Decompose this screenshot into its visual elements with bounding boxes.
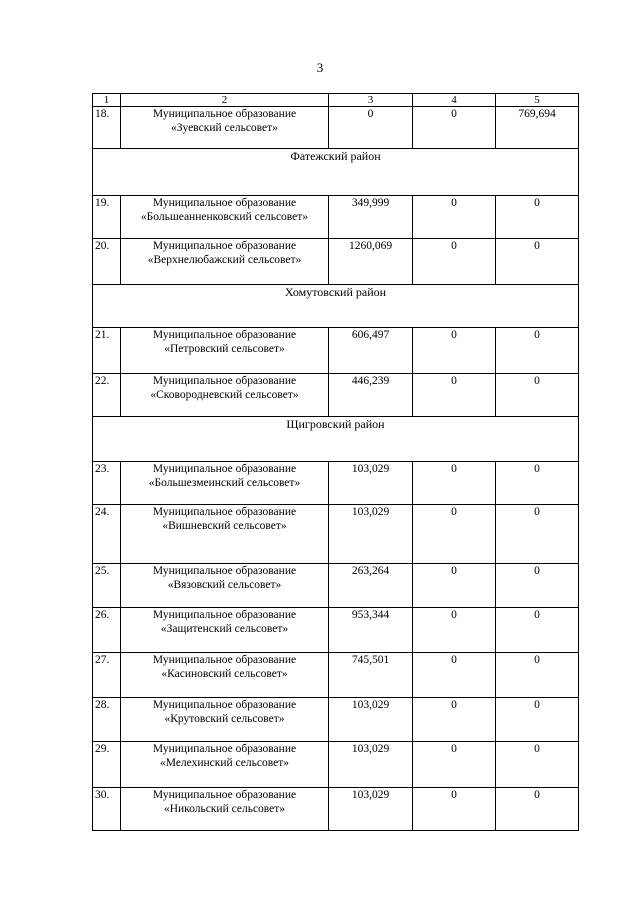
value-col-3: 103,029 — [329, 742, 413, 788]
table-row — [93, 608, 579, 653]
value-col-5: 0 — [496, 698, 579, 742]
municipality-type: Муниципальное образование — [152, 329, 297, 341]
value-col-5: 0 — [496, 374, 579, 417]
municipality-title: «Касиновский сельсовет» — [161, 668, 288, 680]
header-cell-3: 3 — [329, 94, 413, 107]
section-row — [93, 417, 579, 462]
page-number: 3 — [316, 60, 324, 75]
row-number: 25. — [93, 564, 121, 608]
value-col-5: 0 — [496, 196, 579, 239]
header-cell-1: 1 — [93, 94, 121, 107]
section-title: Щигровский район — [93, 417, 579, 462]
table-row — [93, 742, 579, 788]
municipality-name — [121, 505, 329, 564]
municipality-type: Муниципальное образование — [152, 108, 297, 120]
value-col-4: 0 — [413, 107, 496, 149]
header-cell-4: 4 — [413, 94, 496, 107]
value-col-3: 953,344 — [329, 608, 413, 653]
municipality-title: «Никольский сельсовет» — [163, 803, 286, 815]
municipality-name — [121, 698, 329, 742]
value-col-5: 0 — [496, 328, 579, 374]
section-row — [93, 285, 579, 328]
municipality-type: Муниципальное образование — [152, 609, 297, 621]
value-col-3: 103,029 — [329, 505, 413, 564]
value-col-4: 0 — [413, 698, 496, 742]
value-col-5: 0 — [496, 505, 579, 564]
table-header-row — [93, 94, 579, 107]
table-row — [93, 107, 579, 149]
value-col-3: 0 — [329, 107, 413, 149]
table-row — [93, 698, 579, 742]
municipality-title: «Верхнелюбажский сельсовет» — [147, 254, 302, 266]
value-col-4: 0 — [413, 196, 496, 239]
municipality-name — [121, 564, 329, 608]
row-number: 20. — [93, 239, 121, 285]
value-col-5: 0 — [496, 788, 579, 831]
section-row — [93, 149, 579, 196]
value-col-4: 0 — [413, 653, 496, 698]
row-number: 21. — [93, 328, 121, 374]
municipality-title: «Большезмеинский сельсовет» — [148, 477, 301, 489]
municipality-type: Муниципальное образование — [152, 375, 297, 387]
value-col-3: 103,029 — [329, 788, 413, 831]
municipality-title: «Вишневский сельсовет» — [162, 520, 287, 532]
table-row — [93, 653, 579, 698]
municipality-title: «Вязовский сельсовет» — [167, 579, 282, 591]
row-number: 22. — [93, 374, 121, 417]
municipality-type: Муниципальное образование — [152, 240, 297, 252]
table-row — [93, 505, 579, 564]
table-row — [93, 788, 579, 831]
row-number: 27. — [93, 653, 121, 698]
value-col-3: 103,029 — [329, 462, 413, 505]
value-col-5: 0 — [496, 239, 579, 285]
value-col-5: 0 — [496, 608, 579, 653]
row-number: 30. — [93, 788, 121, 831]
municipality-name — [121, 328, 329, 374]
value-col-5: 0 — [496, 742, 579, 788]
table-row — [93, 462, 579, 505]
section-title: Фатежский район — [93, 149, 579, 196]
value-col-5: 769,694 — [496, 107, 579, 149]
municipality-title: «Крутовский сельсовет» — [164, 713, 285, 725]
municipality-title: «Защитенский сельсовет» — [160, 623, 289, 635]
header-cell-2: 2 — [121, 94, 329, 107]
value-col-4: 0 — [413, 239, 496, 285]
municipality-title: «Зуевский сельсовет» — [171, 122, 278, 134]
municipality-name — [121, 239, 329, 285]
table-row — [93, 374, 579, 417]
value-col-3: 263,264 — [329, 564, 413, 608]
value-col-4: 0 — [413, 328, 496, 374]
value-col-3: 446,239 — [329, 374, 413, 417]
municipality-type: Муниципальное образование — [152, 789, 297, 801]
municipality-type: Муниципальное образование — [152, 463, 297, 475]
value-col-3: 1260,069 — [329, 239, 413, 285]
value-col-4: 0 — [413, 564, 496, 608]
value-col-5: 0 — [496, 653, 579, 698]
value-col-3: 745,501 — [329, 653, 413, 698]
row-number: 24. — [93, 505, 121, 564]
municipality-type: Муниципальное образование — [152, 506, 297, 518]
table-row — [93, 239, 579, 285]
table-row — [93, 564, 579, 608]
municipality-title: «Сковородневский сельсовет» — [150, 389, 299, 401]
value-col-3: 103,029 — [329, 698, 413, 742]
municipality-type: Муниципальное образование — [152, 654, 297, 666]
municipality-name — [121, 462, 329, 505]
value-col-3: 349,999 — [329, 196, 413, 239]
municipality-name — [121, 374, 329, 417]
value-col-4: 0 — [413, 462, 496, 505]
municipality-title: «Петровский сельсовет» — [164, 343, 285, 355]
section-title: Хомутовский район — [93, 285, 579, 328]
municipality-name — [121, 742, 329, 788]
header-cell-5: 5 — [496, 94, 579, 107]
municipality-type: Муниципальное образование — [152, 565, 297, 577]
municipality-title: «Мелехинский сельсовет» — [160, 757, 289, 769]
municipality-name — [121, 196, 329, 239]
value-col-4: 0 — [413, 505, 496, 564]
value-col-4: 0 — [413, 742, 496, 788]
municipality-name — [121, 788, 329, 831]
row-number: 19. — [93, 196, 121, 239]
table-row — [93, 328, 579, 374]
row-number: 18. — [93, 107, 121, 149]
row-number: 29. — [93, 742, 121, 788]
municipality-name — [121, 107, 329, 149]
table-row — [93, 196, 579, 239]
value-col-3: 606,497 — [329, 328, 413, 374]
municipality-title: «Большеанненковский сельсовет» — [140, 211, 309, 223]
row-number: 23. — [93, 462, 121, 505]
value-col-4: 0 — [413, 608, 496, 653]
row-number: 26. — [93, 608, 121, 653]
value-col-5: 0 — [496, 462, 579, 505]
municipal-table — [92, 93, 579, 831]
municipality-type: Муниципальное образование — [152, 743, 297, 755]
municipality-name — [121, 608, 329, 653]
value-col-4: 0 — [413, 374, 496, 417]
municipality-name — [121, 653, 329, 698]
value-col-4: 0 — [413, 788, 496, 831]
value-col-5: 0 — [496, 564, 579, 608]
row-number: 28. — [93, 698, 121, 742]
municipality-type: Муниципальное образование — [152, 197, 297, 209]
municipality-type: Муниципальное образование — [152, 699, 297, 711]
